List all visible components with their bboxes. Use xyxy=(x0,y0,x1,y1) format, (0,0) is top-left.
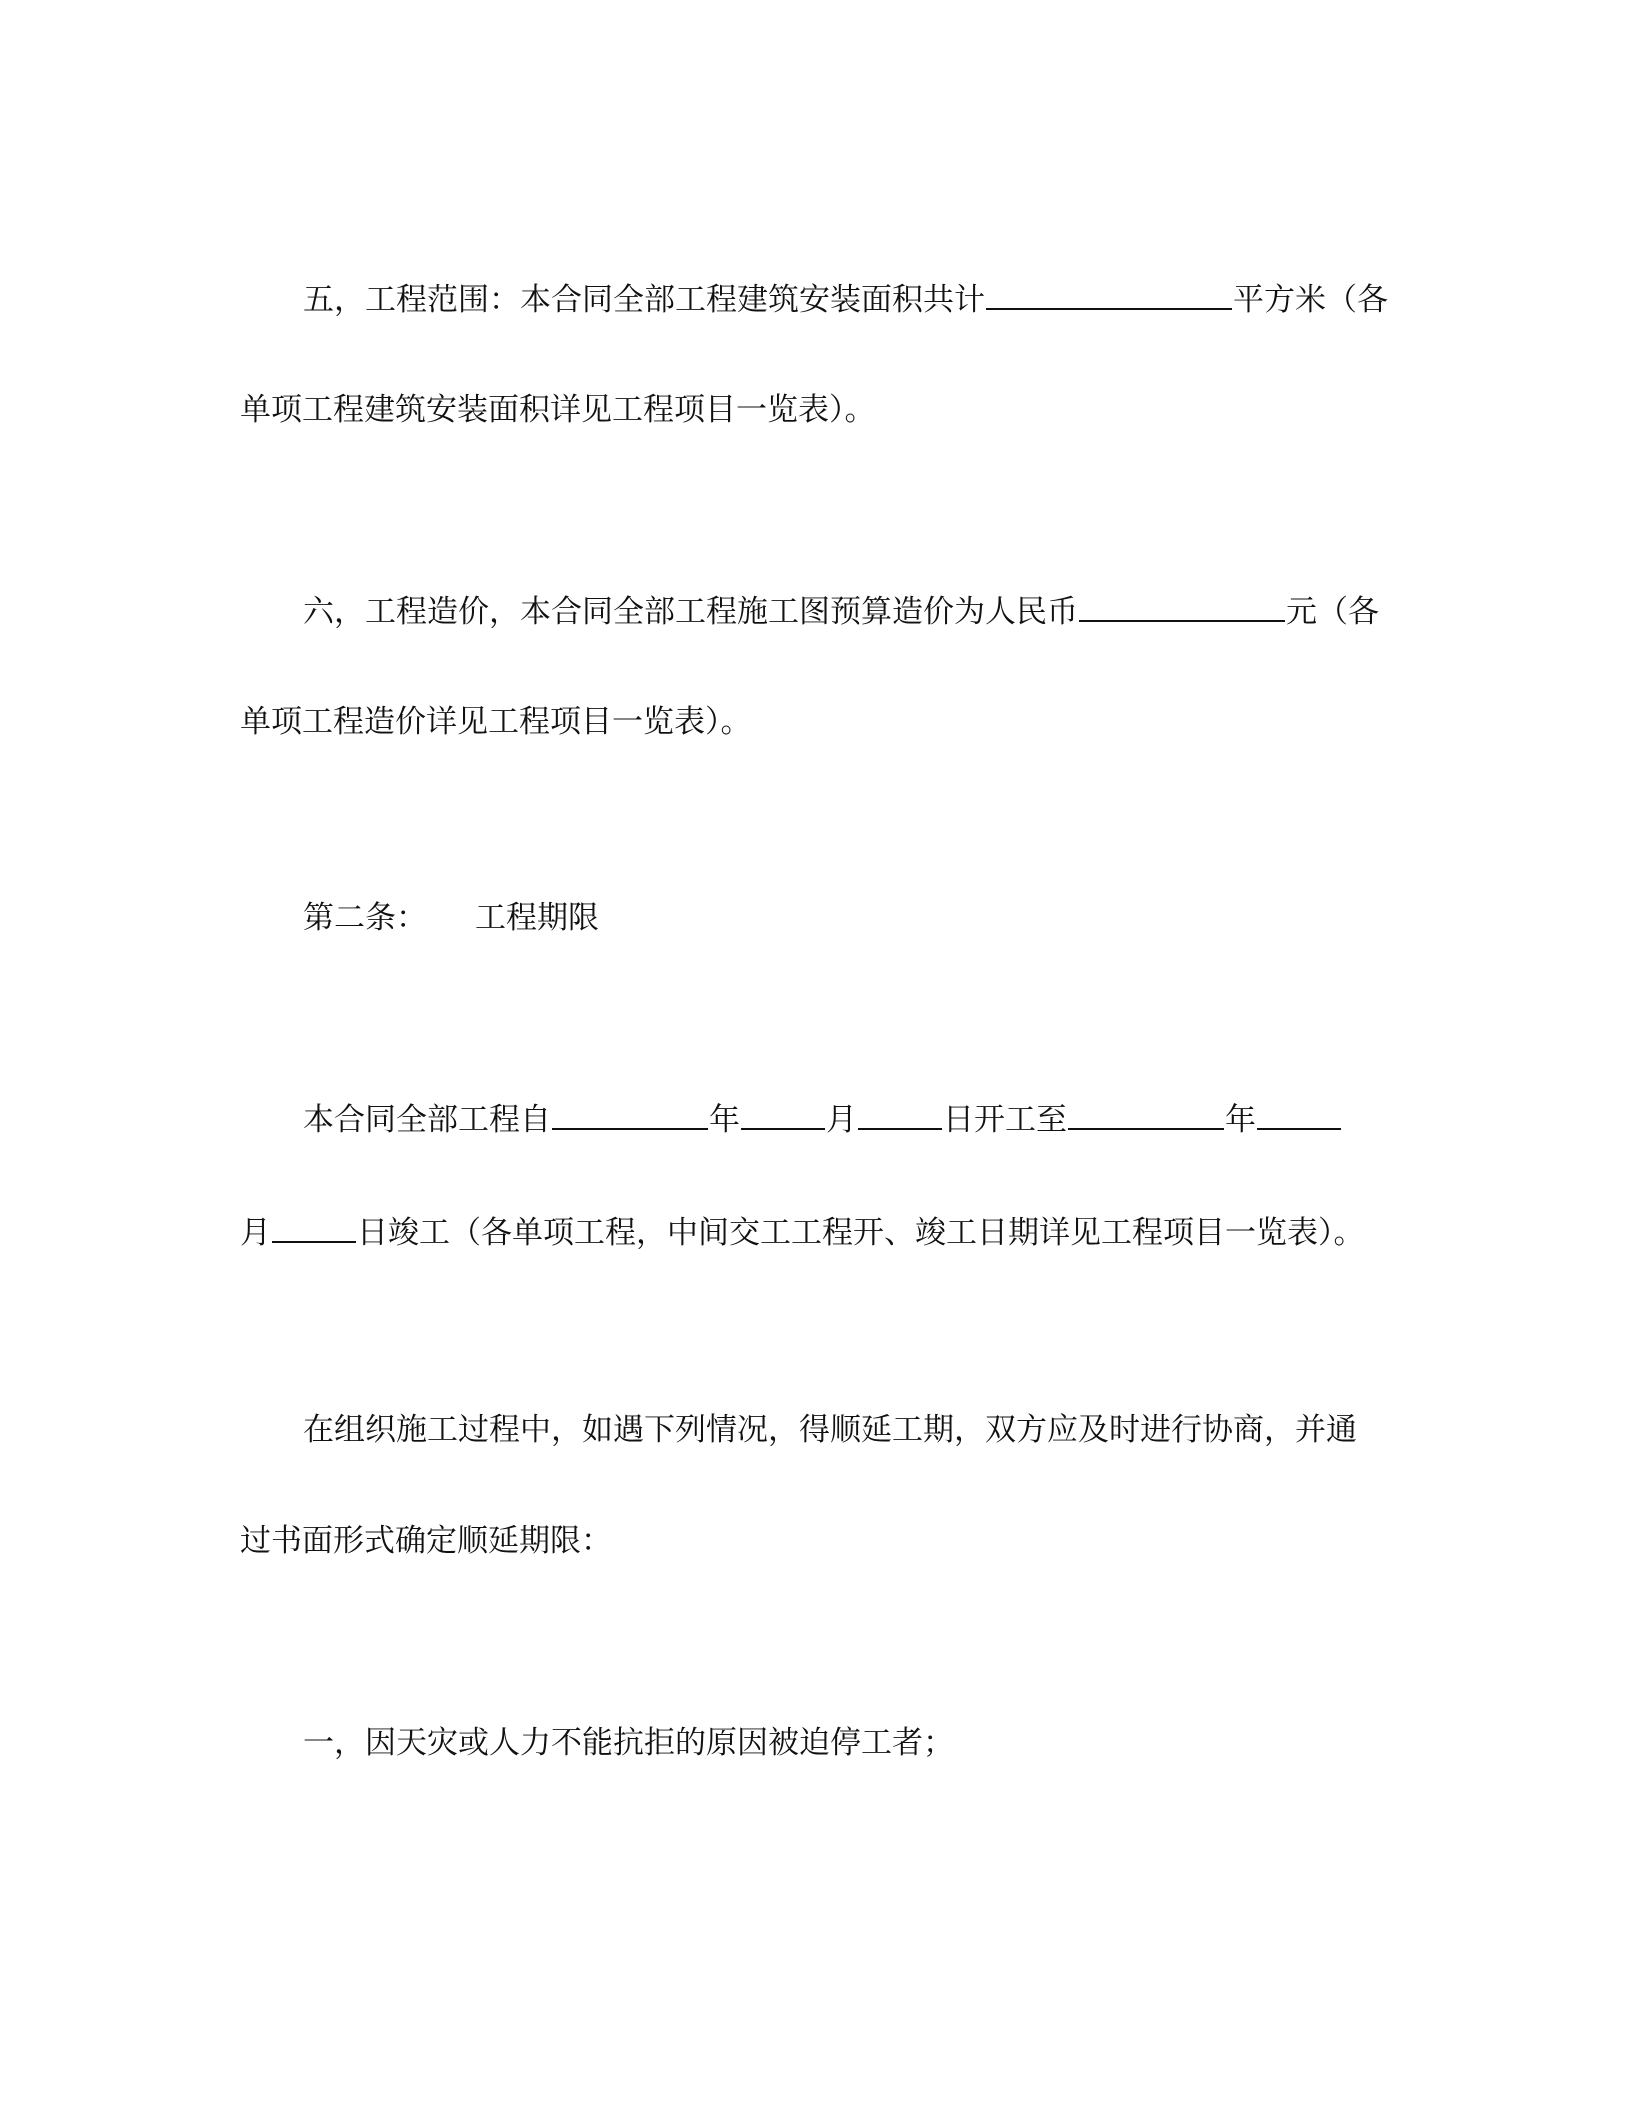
extension-line2: 过书面形式确定顺延期限： xyxy=(240,1523,612,1559)
price-blank[interactable] xyxy=(1079,594,1285,622)
end-label: 日竣工（各单项工程，中间交工工程开、竣工日期详见工程项目一览表）。 xyxy=(357,1215,1365,1251)
schedule-line1 xyxy=(303,1100,1342,1140)
clause6-unit: 元（各 xyxy=(1286,594,1379,630)
start-month-blank[interactable] xyxy=(741,1102,825,1130)
clause6-text: 六，工程造价，本合同全部工程施工图预算造价为人民币 xyxy=(303,594,1078,630)
clause6-line1 xyxy=(303,592,1379,632)
item1: 一，因天灾或人力不能抗拒的原因被迫停工者； xyxy=(303,1725,954,1761)
clause6-line2: 单项工程造价详见工程项目一览表）。 xyxy=(240,704,752,740)
start-year-blank[interactable] xyxy=(552,1102,708,1130)
year-label: 年 xyxy=(709,1102,740,1138)
schedule-prefix: 本合同全部工程自 xyxy=(303,1102,551,1138)
schedule-line2 xyxy=(240,1213,1365,1253)
month-label: 月 xyxy=(826,1102,857,1138)
clause5-line1 xyxy=(303,280,1388,320)
start-label: 日开工至 xyxy=(943,1102,1067,1138)
article-title: 工程期限 xyxy=(475,900,599,936)
article-number: 第二条： xyxy=(303,900,427,936)
extension-line1: 在组织施工过程中，如遇下列情况，得顺延工期，双方应及时进行协商，并通 xyxy=(303,1412,1357,1448)
end-month-blank[interactable] xyxy=(1257,1102,1341,1130)
area-blank[interactable] xyxy=(986,282,1232,310)
month-label: 月 xyxy=(240,1215,271,1251)
clause5-unit: 平方米（各 xyxy=(1233,282,1388,318)
end-year-blank[interactable] xyxy=(1068,1102,1224,1130)
clause5-text: 五，工程范围：本合同全部工程建筑安装面积共计 xyxy=(303,282,985,318)
start-day-blank[interactable] xyxy=(858,1102,942,1130)
year-label: 年 xyxy=(1225,1102,1256,1138)
article2-heading xyxy=(303,898,599,938)
clause5-line2: 单项工程建筑安装面积详见工程项目一览表）。 xyxy=(240,392,876,428)
end-day-blank[interactable] xyxy=(272,1215,356,1243)
